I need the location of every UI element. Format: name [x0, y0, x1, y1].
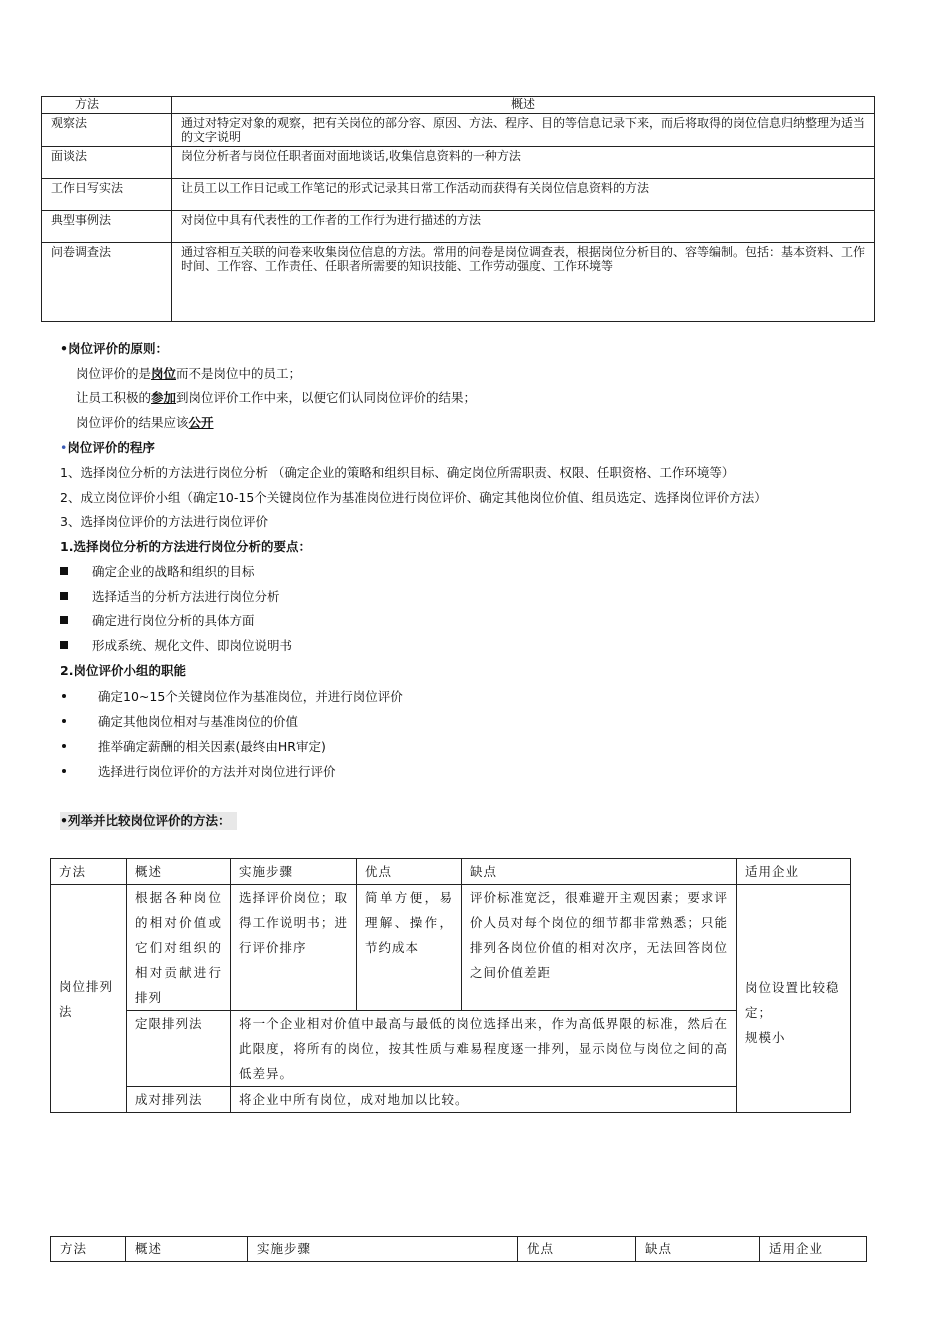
square-bullet-icon — [60, 592, 68, 600]
evaluation-methods-table — [50, 858, 851, 1113]
pros-cell: 简单方便，易理解、操作，节约成本 — [357, 885, 462, 1011]
cons-cell: 评价标准宽泛，很难避开主观因素；要求评价人员对每个岗位的细节都非常熟悉；只能排列各岗位价值的相对次序，无法回答岗位之间价值差距 — [462, 885, 737, 1011]
dot-bullet-icon — [62, 744, 66, 748]
list-item-text: 确定进行岗位分析的具体方面 — [92, 613, 255, 628]
header-cons: 缺点 — [462, 859, 737, 885]
principle-2 — [76, 389, 476, 407]
table-header-row — [51, 1237, 867, 1262]
principle-1 — [76, 365, 301, 383]
desc-cell: 通过容相互关联的问卷来收集岗位信息的方法。常用的问卷是岗位调查表，根据岗位分析目的、容等编制。包括：基本资料、工作时间、工作容、工作责任、任职者所需要的知识技能、工作劳动强度、工作环境等 — [172, 243, 875, 322]
principle-2-a: 让员工积极的 — [76, 390, 152, 405]
principle-2-key: 参加 — [151, 390, 177, 405]
procedure-step-3: 3、选择岗位评价的方法进行岗位评价 — [60, 514, 268, 529]
principle-3 — [76, 414, 214, 432]
list-item-text: 选择适当的分析方法进行岗位分析 — [92, 589, 280, 604]
key-points-title: 1.选择岗位分析的方法进行岗位分析的要点： — [60, 539, 311, 554]
sub-method-cell: 成对排列法 — [127, 1087, 231, 1113]
table-row — [42, 179, 875, 211]
procedure-title-text: 岗位评价的程序 — [67, 440, 155, 455]
desc-cell: 对岗位中具有代表性的工作者的工作行为进行描述的方法 — [172, 211, 875, 243]
procedure-bullet: • — [60, 440, 68, 455]
header-pros: 优点 — [518, 1237, 636, 1262]
header-method: 方法 — [42, 97, 172, 114]
list-item — [62, 738, 326, 756]
header-steps: 实施步骤 — [231, 859, 357, 885]
square-bullet-icon — [60, 616, 68, 624]
list-item-text: 推举确定薪酬的相关因素(最终由HR审定) — [98, 739, 326, 754]
header-steps: 实施步骤 — [248, 1237, 518, 1262]
header-desc: 概述 — [126, 1237, 248, 1262]
group-duties-title: 2.岗位评价小组的职能 — [60, 663, 186, 678]
header-pros: 优点 — [357, 859, 462, 885]
method-cell: 典型事例法 — [42, 211, 172, 243]
procedure-step-1: 1、选择岗位分析的方法进行岗位分析 （确定企业的策略和组织目标、确定岗位所需职责、权限、任职资格、工作环境等） — [60, 465, 735, 480]
method-cell: 观察法 — [42, 114, 172, 147]
table-row — [51, 1011, 851, 1087]
desc-cell: 通过对特定对象的观察，把有关岗位的部分容、原因、方法、程序、目的等信息记录下来，而后将取得的岗位信息归纳整理为适当的文字说明 — [172, 114, 875, 147]
list-item-text: 确定10~15个关键岗位作为基准岗位，并进行岗位评价 — [98, 689, 403, 704]
desc-cell: 岗位分析者与岗位任职者面对面地谈话,收集信息资料的一种方法 — [172, 147, 875, 179]
suitable-cell — [737, 885, 851, 1113]
header-desc: 概述 — [172, 97, 875, 114]
principle-1-key: 岗位 — [151, 366, 177, 381]
table-row — [51, 885, 851, 1011]
list-item-text: 确定企业的战略和组织的目标 — [92, 564, 255, 579]
header-suitable: 适用企业 — [737, 859, 851, 885]
header-desc: 概述 — [127, 859, 231, 885]
principle-1-a: 岗位评价的是 — [76, 366, 152, 381]
principle-3-a: 岗位评价的结果应该 — [76, 415, 189, 430]
list-item — [60, 637, 292, 655]
suitable-line-1: 岗位设置比较稳定； — [745, 980, 840, 1020]
sub-method-cell: 定限排列法 — [127, 1011, 231, 1087]
list-item-text: 确定其他岗位相对与基准岗位的价值 — [98, 714, 299, 729]
table-row — [42, 147, 875, 179]
list-item — [62, 763, 336, 781]
procedure-title — [60, 439, 155, 457]
principle-2-c: 到岗位评价工作中来，以便它们认同岗位评价的结果； — [176, 390, 477, 405]
header-suitable: 适用企业 — [760, 1237, 867, 1262]
list-item — [62, 713, 298, 731]
principle-3-key: 公开 — [188, 415, 214, 430]
header-method: 方法 — [51, 1237, 126, 1262]
dot-bullet-icon — [62, 769, 66, 773]
group-method-cell: 岗位排列法 — [51, 885, 127, 1113]
dot-bullet-icon — [62, 719, 66, 723]
list-item — [60, 588, 280, 606]
list-item — [60, 563, 255, 581]
list-item-text: 形成系统、规化文件、即岗位说明书 — [92, 638, 293, 653]
procedure-step-2: 2、成立岗位评价小组（确定10-15个关键岗位作为基准岗位进行岗位评价、确定其他岗位价值、组员选定、选择岗位评价方法） — [60, 490, 767, 505]
principles-title: •岗位评价的原则： — [60, 341, 168, 356]
desc-cell: 根据各种岗位的相对价值或它们对组织的相对贡献进行排列 — [127, 885, 231, 1011]
method-cell: 问卷调查法 — [42, 243, 172, 322]
principle-1-c: 而不是岗位中的员工； — [176, 366, 302, 381]
job-analysis-methods-table — [41, 96, 875, 322]
table-header-row — [51, 859, 851, 885]
table-row — [51, 1087, 851, 1113]
evaluation-methods-table-2 — [50, 1236, 867, 1262]
header-cons: 缺点 — [636, 1237, 760, 1262]
suitable-line-2: 规模小 — [745, 1030, 786, 1045]
desc-cell: 将一个企业相对价值中最高与最低的岗位选择出来，作为高低界限的标准，然后在此限度，将所有的岗位，按其性质与难易程度逐一排列，显示岗位与岗位之间的高低差异。 — [231, 1011, 737, 1087]
method-cell: 工作日写实法 — [42, 179, 172, 211]
table-row — [42, 243, 875, 322]
table-row — [42, 114, 875, 147]
square-bullet-icon — [60, 641, 68, 649]
table-row — [42, 211, 875, 243]
compare-title: •列举并比较岗位评价的方法： — [60, 812, 237, 830]
square-bullet-icon — [60, 567, 68, 575]
header-method: 方法 — [51, 859, 127, 885]
list-item — [60, 612, 255, 630]
desc-cell: 将企业中所有岗位，成对地加以比较。 — [231, 1087, 737, 1113]
list-item-text: 选择进行岗位评价的方法并对岗位进行评价 — [98, 764, 336, 779]
list-item — [62, 688, 403, 706]
dot-bullet-icon — [62, 694, 66, 698]
desc-cell: 让员工以工作日记或工作笔记的形式记录其日常工作活动而获得有关岗位信息资料的方法 — [172, 179, 875, 211]
method-cell: 面谈法 — [42, 147, 172, 179]
steps-cell: 选择评价岗位；取得工作说明书；进行评价排序 — [231, 885, 357, 1011]
table-header-row — [42, 97, 875, 114]
